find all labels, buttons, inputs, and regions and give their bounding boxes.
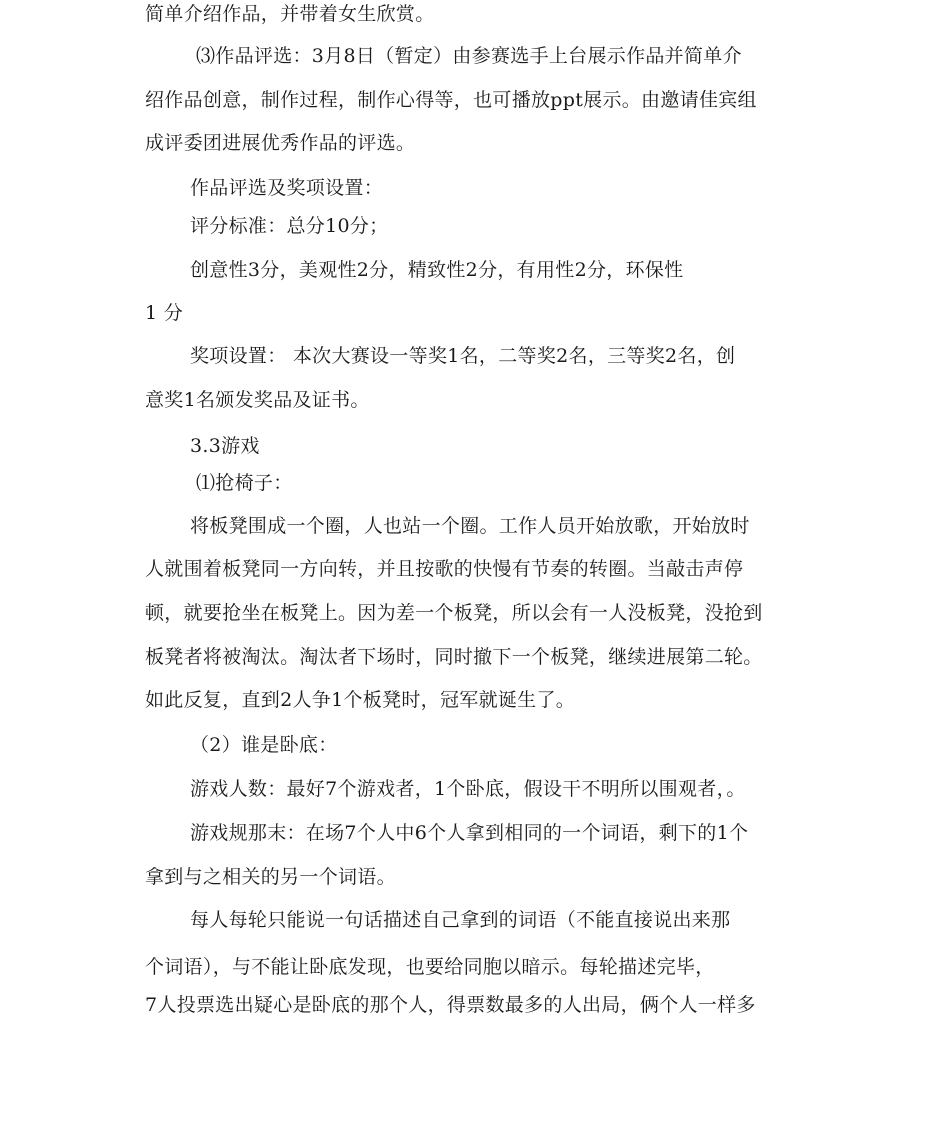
text-line: 每人每轮只能说一句话描述自己拿到的词语（不能直接说出来那: [190, 909, 731, 931]
text-line: 奖项设置： 本次大赛设一等奖1名，二等奖2名，三等奖2名，创: [190, 345, 736, 367]
text-line: 如此反复，直到2人争1个板凳时，冠军就诞生了。: [145, 689, 576, 711]
text-line: 板凳者将被淘汰。淘汰者下场时，同时撤下一个板凳，继续进展第二轮。: [145, 646, 763, 668]
text-line: 拿到与之相关的另一个词语。: [145, 866, 396, 888]
text-line: 个词语），与不能让卧底发现，也要给同胞以暗示。每轮描述完毕，: [145, 956, 715, 978]
subsection-heading: （2）谁是卧底：: [190, 734, 338, 756]
subsection-heading: ⑴抢椅子：: [196, 472, 293, 494]
text-line: 7人投票选出疑心是卧底的那个人，得票数最多的人出局，俩个人一样多: [145, 994, 756, 1016]
text-line: 人就围着板凳同一方向转，并且按歌的快慢有节奏的转圈。当敲击声停: [145, 558, 744, 580]
text-line: 1 分: [145, 302, 184, 324]
text-line: 游戏规那末：在场7个人中6个人拿到相同的一个词语，剩下的1个: [190, 822, 749, 844]
text-line: ⑶作品评选：3月8日（暂定）由参赛选手上台展示作品并简单介: [196, 45, 742, 67]
text-line: 成评委团进展优秀作品的评选。: [145, 132, 416, 154]
text-line: 简单介绍作品，并带着女生欣赏。: [145, 3, 435, 25]
section-heading: 3.3游戏: [190, 435, 260, 457]
text-line: 意奖1名颁发奖品及证书。: [145, 389, 370, 411]
text-line: 评分标准：总分10分；: [190, 215, 389, 237]
text-line: 作品评选及奖项设置：: [190, 177, 384, 199]
text-line: 将板凳围成一个圈，人也站一个圈。工作人员开始放歌，开始放时: [190, 515, 750, 537]
text-line: 创意性3分，美观性2分，精致性2分，有用性2分，环保性: [190, 259, 684, 281]
text-line: 游戏人数：最好7个游戏者，1个卧底，假设干不明所以围观者，。: [190, 778, 746, 800]
text-line: 顿，就要抢坐在板凳上。因为差一个板凳，所以会有一人没板凳，没抢到: [145, 602, 763, 624]
text-line: 绍作品创意，制作过程，制作心得等，也可播放ppt展示。由邀请佳宾组: [145, 89, 757, 111]
